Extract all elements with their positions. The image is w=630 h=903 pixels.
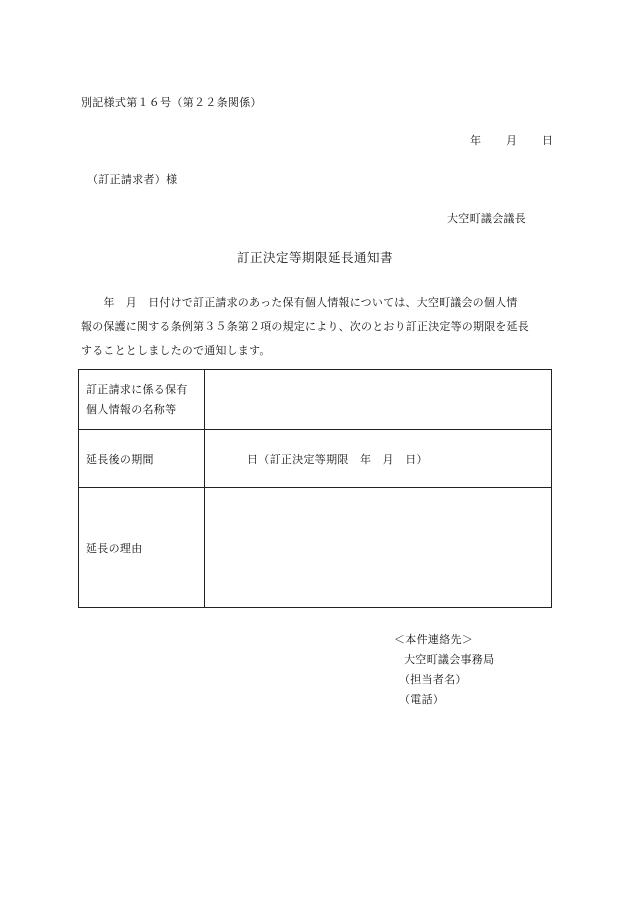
date-line [470,134,553,148]
date-day-label: 日 [542,134,554,147]
table-row [79,488,552,608]
info-name-label [79,370,205,430]
date-year-label: 年 [470,134,482,147]
body-paragraph [81,291,553,363]
table-row [79,370,552,430]
extension-reason-value[interactable] [205,488,552,608]
details-table [78,369,552,608]
body-line-2: 報の保護に関する条例第３５条第２項の規定により、次のとおり訂正決定等の期限を延長 [81,320,529,333]
contact-heading: ＜本件連絡先＞ [394,633,474,646]
sender-name: 大空町議会議長 [447,212,527,225]
info-name-label-line1: 訂正請求に係る保有 [86,382,188,396]
body-line-3: することとしましたので通知します。 [81,344,271,357]
contact-block [394,630,494,710]
form-number: 別記様式第１６号（第２２条関係） [81,96,262,109]
body-line-1: 年 月 日付けで訂正請求のあった保有個人情報については、大空町議会の個人情 [81,296,518,309]
extended-period-value[interactable]: 日（訂正決定等期限 年 月 日） [205,430,552,488]
recipient-name: （訂正請求者）様 [87,173,178,186]
extended-period-label: 延長後の期間 [79,430,205,488]
contact-person: （担当者名） [399,673,467,686]
extension-reason-label: 延長の理由 [79,488,205,608]
contact-phone: （電話） [399,693,445,706]
info-name-value[interactable] [205,370,552,430]
contact-org: 大空町議会事務局 [404,653,495,666]
date-month-label: 月 [506,134,518,147]
document-title: 訂正決定等期限延長通知書 [236,250,393,265]
info-name-label-line2: 個人情報の名称等 [86,402,177,416]
table-row [79,430,552,488]
